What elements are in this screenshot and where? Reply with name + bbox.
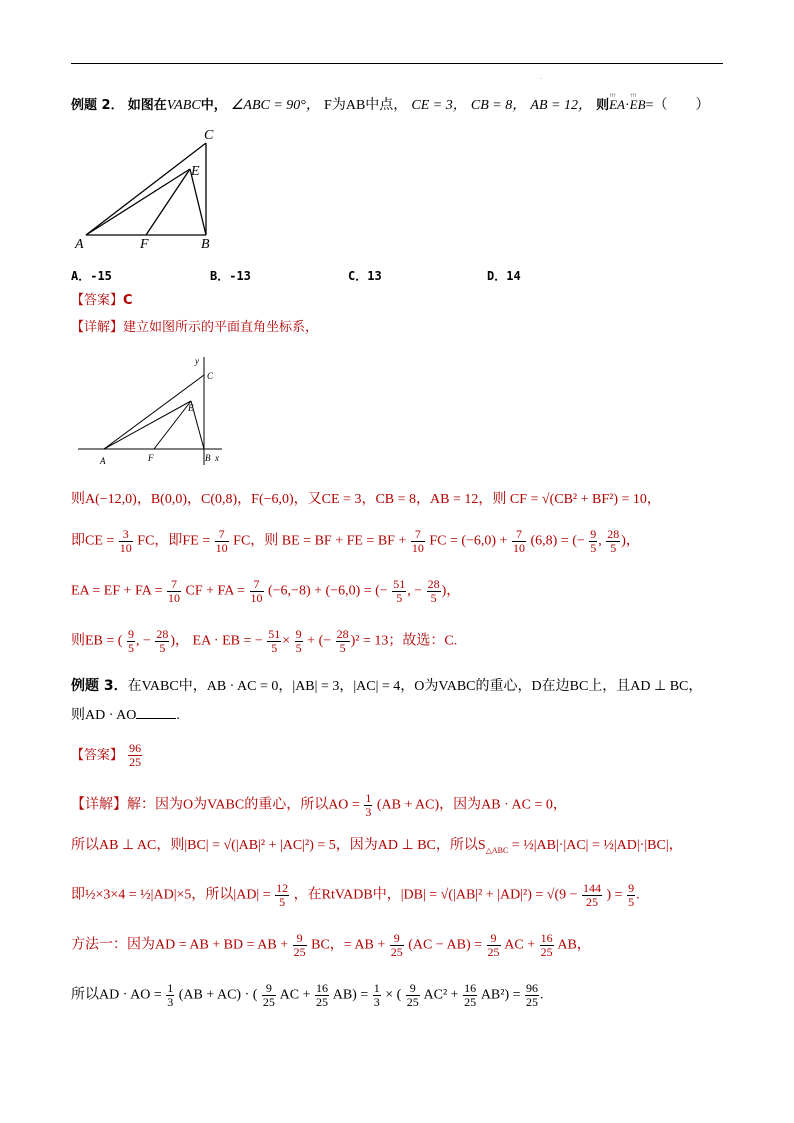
label-B: B	[201, 237, 210, 252]
option-d: D．14	[487, 269, 521, 283]
detail-2-line4: 则EB = ( $\frac{9}{5}$ , − $\frac{28}{5}$ )， EA · EB = − $\frac{51}{5}$ × $\frac{9}{5}$ + (− $\frac{28}{5}$ )² = 13；故选：C.	[71, 627, 458, 655]
detail-3-line2: 所以AB ⊥ AC，则|BC| = √(|AB|² + |AC|²) = 5，因为AD ⊥ BC，所以$S_{\triangle ABC}$ = ½|AB|·|AC| = ½|AD|·|BC|，	[71, 838, 683, 855]
label-A: A	[75, 237, 84, 252]
triangle-figure	[70, 125, 230, 255]
option-b: B．-13	[210, 269, 251, 283]
axis-label-B: B	[205, 453, 211, 463]
header-mark: .	[540, 74, 542, 81]
axis-label-F: F	[148, 453, 154, 463]
example-3-stem: 例题 3．在VABC中，AB · AC = 0，|AB| = 3，|AC| = 4，O为VABC的重心，D在边BC上，且AD ⊥ BC，	[71, 678, 703, 694]
axis-label-E: E	[188, 403, 194, 413]
axis-y: y	[195, 356, 199, 366]
detail-3-line4: 方法一：因为AD = AB + BD = AB + $\frac{9}{25}$ BC，= AB + $\frac{9}{25}$ (AC − AB) = $\frac{9}{25}$ AC + $\frac{16}{25}$ AB，	[71, 931, 591, 959]
answer-blank	[136, 706, 176, 719]
detail-3-line1: 【详解】解：因为O为VABC的重心，所以AO = $\frac{1}{3}$ (AB + AC)，因为AB · AC = 0，	[71, 791, 567, 819]
detail-2-line2: 即CE = $\frac{3}{10}$ FC，即FE = $\frac{7}{10}$ FC，则 BE = BF + FE = BF + $\frac{7}{10}$ FC = (−6,0) + $\frac{7}{10}$ (6,8) = (− $\frac{9}{5}$ , $\frac{28}{5}$ )，	[71, 527, 640, 555]
detail-3-line3: 即½×3×4 = ½|AD|×5，所以|AD| = $\frac{12}{5}$ ，在RtVADB中，|DB| = √(|AB|² + |AD|²) = √(9 − $\frac{144}{25}$ ) = $\frac{9}{5}$ .	[71, 881, 640, 909]
label-E: E	[191, 164, 200, 179]
axis-label-A: A	[100, 456, 106, 466]
axis-label-C: C	[207, 371, 214, 381]
coordinate-figure	[74, 353, 234, 473]
detail-3-line5: 所以AD · AO = $\frac{1}{3}$ (AB + AC) · ( $\frac{9}{25}$ AC + $\frac{16}{25}$ AB) = $\frac{1}{3}$ × ( $\frac{9}{25}$ AC² + $\frac{16}{25}$ AB²) = $\frac{96}{25}$ .	[71, 981, 544, 1009]
label-C: C	[204, 128, 214, 143]
option-c: C．13	[348, 269, 382, 283]
label-F: F	[140, 237, 149, 252]
option-a: A．-15	[71, 269, 112, 283]
example-3-ask: 则AD · AO .	[71, 708, 180, 723]
axis-x: x	[215, 453, 219, 463]
detail-2-coords: 则A(−12,0)，B(0,0)，C(0,8)，F(−6,0)，又CE = 3，CB = 8，AB = 12，则 CF = √(CB² + BF²) = 10，	[71, 492, 661, 507]
detail-2-line3: EA = EF + FA = $\frac{7}{10}$ CF + FA = $\frac{7}{10}$ (−6,−8) + (−6,0) = (− $\frac{51}{5}$ , − $\frac{28}{5}$ )，	[71, 577, 461, 605]
header-rule	[71, 63, 723, 64]
example-2-stem: 例题 2． 如图在VABC中， ∠ABC = 90°， F为AB中点， CE = 3， CB = 8， AB = 12， 则↑↑↑ EA·↑↑↑ EB=（ ）	[71, 95, 709, 116]
example-3-label: 例题 3．	[71, 678, 128, 694]
answer-3: 【答案】 $\frac{96}{25}$	[71, 741, 142, 769]
answer-2: 【答案】C	[71, 293, 133, 308]
detail-2-intro: 【详解】建立如图所示的平面直角坐标系，	[71, 320, 319, 335]
example-2-label: 例题 2．	[71, 98, 124, 113]
